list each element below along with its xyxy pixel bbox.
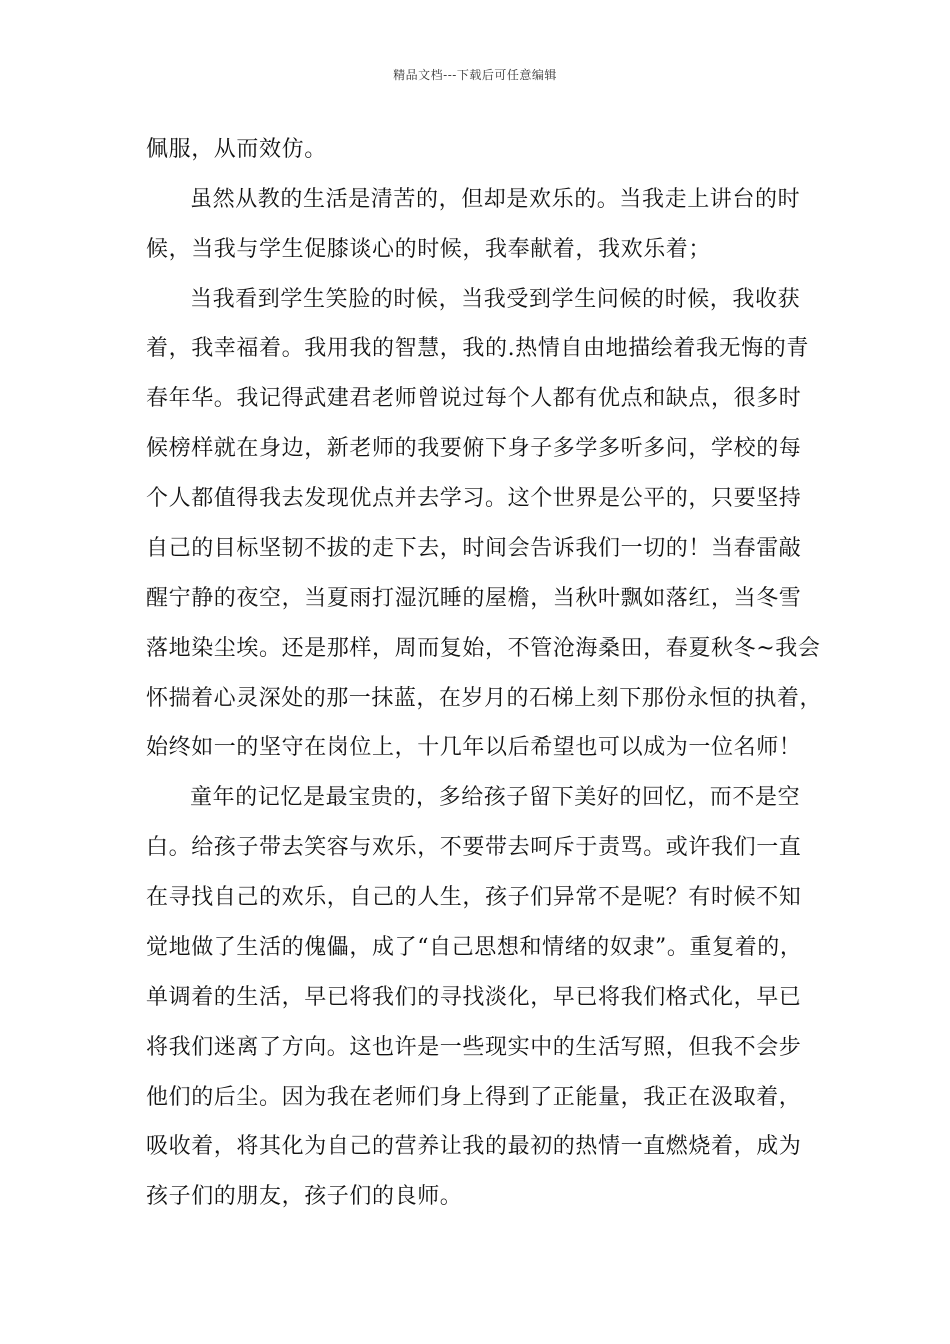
text-line: 始终如一的坚守在岗位上，十几年以后希望也可以成为一位名师！ bbox=[146, 735, 802, 760]
text-line: 吸收着，将其化为自己的营养让我的最初的热情一直燃烧着，成为 bbox=[146, 1134, 802, 1159]
text-line: 候，当我与学生促膝谈心的时候，我奉献着，我欢乐着； bbox=[146, 237, 712, 262]
text-line: 觉地做了生活的傀儡，成了“自己思想和情绪的奴隶”。重复着的， bbox=[146, 935, 803, 960]
text-line: 个人都值得我去发现优点并去学习。这个世界是公平的，只要坚持 bbox=[146, 486, 802, 511]
text-line: 白。给孩子带去笑容与欢乐，不要带去呵斥于责骂。或许我们一直 bbox=[146, 835, 802, 860]
text-line: 在寻找自己的欢乐，自己的人生，孩子们异常不是呢？有时候不知 bbox=[146, 885, 802, 910]
text-line: 春年华。我记得武建君老师曾说过每个人都有优点和缺点，很多时 bbox=[146, 386, 802, 411]
text-line: 佩服，从而效仿。 bbox=[146, 137, 327, 162]
text-line: 落地染尘埃。还是那样，周而复始，不管沧海桑田，春夏秋冬~我会 bbox=[146, 636, 821, 661]
text-line: 当我看到学生笑脸的时候，当我受到学生问候的时候，我收获 bbox=[190, 287, 801, 312]
text-line: 孩子们的朋友，孩子们的良师。 bbox=[146, 1184, 463, 1209]
text-line: 自己的目标坚韧不拔的走下去，时间会告诉我们一切的！当春雷敲 bbox=[146, 536, 802, 561]
text-line: 单调着的生活，早已将我们的寻找淡化，早已将我们格式化，早已 bbox=[146, 985, 802, 1010]
text-line: 醒宁静的夜空，当夏雨打湿沉睡的屋檐，当秋叶飘如落红，当冬雪 bbox=[146, 586, 802, 611]
text-line: 候榜样就在身边，新老师的我要俯下身子多学多听多问，学校的每 bbox=[146, 436, 802, 461]
text-line: 童年的记忆是最宝贵的，多给孩子留下美好的回忆，而不是空 bbox=[190, 785, 801, 810]
text-line: 着，我幸福着。我用我的智慧，我的.热情自由地描绘着我无悔的青 bbox=[146, 336, 809, 361]
text-line: 他们的后尘。因为我在老师们身上得到了正能量，我正在汲取着， bbox=[146, 1085, 802, 1110]
text-line: 将我们迷离了方向。这也许是一些现实中的生活写照，但我不会步 bbox=[146, 1035, 802, 1060]
text-line: 怀揣着心灵深处的那一抹蓝，在岁月的石梯上刻下那份永恒的执着， bbox=[146, 686, 823, 711]
page-header: 精品文档---下载后可任意编辑 bbox=[393, 68, 557, 82]
text-line: 虽然从教的生活是清苦的，但却是欢乐的。当我走上讲台的时 bbox=[190, 187, 801, 212]
